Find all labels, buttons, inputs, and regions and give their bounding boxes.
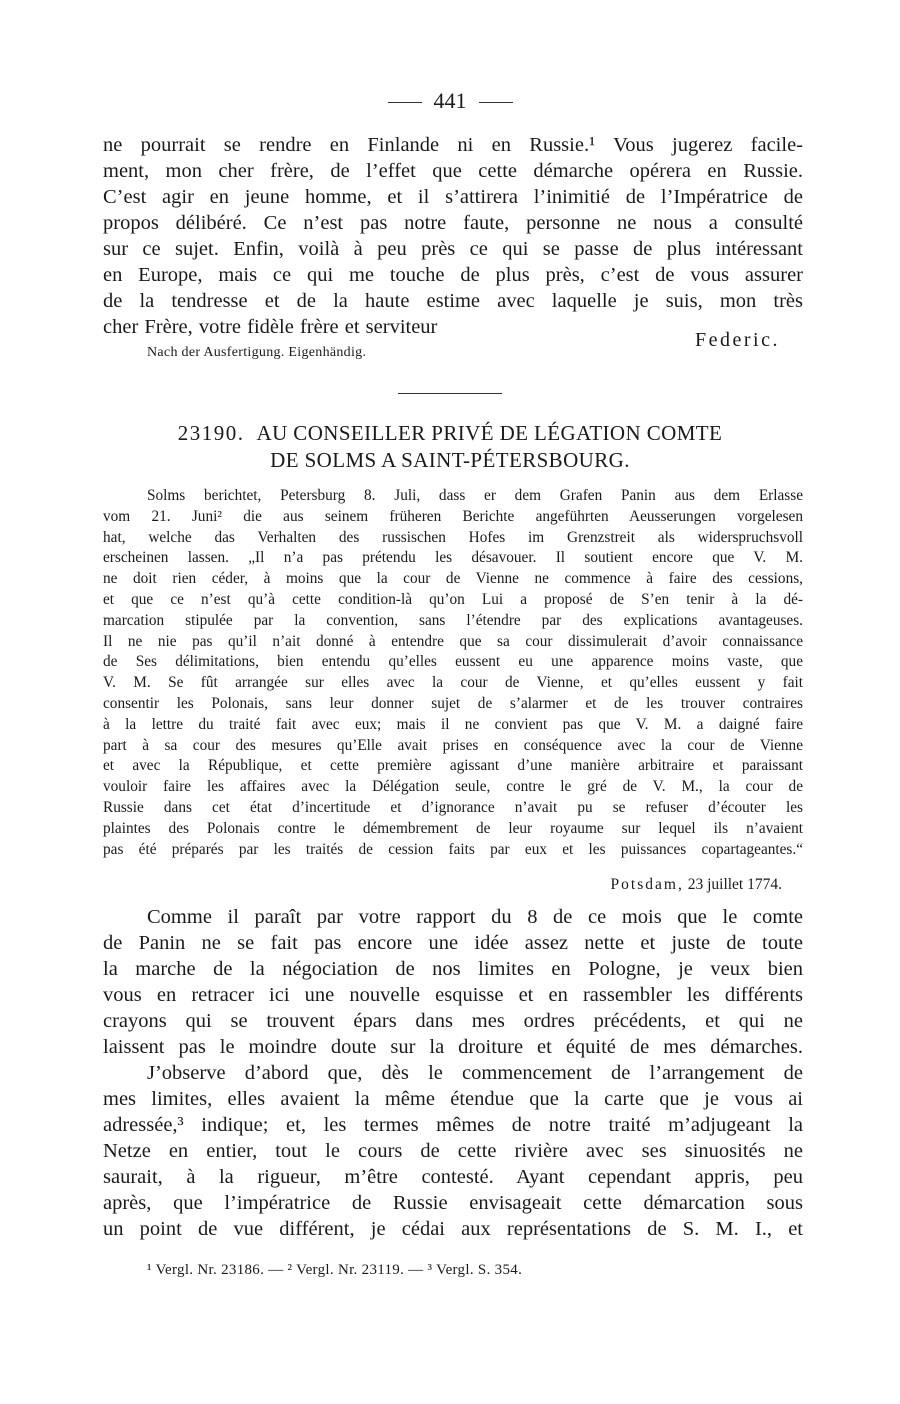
summary-line: consentir les Polonais, sans leur donner sujet de s’alarmer et de les trouver contraires <box>103 694 803 712</box>
summary-line: pas été préparés par les traités de cession faits par eux et les puissances copartageantes.“ <box>103 840 803 858</box>
body-line: crayons qui se trouvent épars dans mes ordres précédents, et qui ne <box>103 1010 803 1032</box>
summary-line: à la lettre du traité fait avec eux; mais il ne convient pas que V. M. a daigné faire <box>103 715 803 733</box>
letter-heading <box>0 420 900 474</box>
header-dash-left <box>388 102 422 103</box>
summary-line: hat, welche das Verhalten des russischen Hofes im Grenzstreit als widerspruchsvoll <box>103 528 803 546</box>
body-line: adressée,³ indique; et, les termes mêmes de notre traité m’adjugeant la <box>103 1114 803 1136</box>
summary-line: marcation stipulée par la convention, sans l’étendre par des explications avantageuses. <box>103 611 803 629</box>
letter-body <box>103 904 803 1242</box>
letter-title-line1: AU CONSEILLER PRIVÉ DE LÉGATION COMTE <box>256 421 723 445</box>
text-line: ment, mon cher frère, de l’effet que cette démarche opérera en Russie. <box>103 160 803 182</box>
summary-line: Il ne nie pas qu’il n’ait donné à entendre que sa cour dissimulerait d’avoir connaissance <box>103 632 803 650</box>
summary-line: de Ses délimitations, bien entendu qu’elles eussent eu une apparence moins vaste, que <box>103 653 803 671</box>
continuation-paragraph <box>103 132 803 340</box>
text-line: propos délibéré. Ce n’est pas notre faute, personne ne nous a consulté <box>103 212 803 234</box>
body-line: J’observe d’abord que, dès le commencement de l’arrangement de <box>147 1062 803 1084</box>
letter-number: 23190. <box>177 421 245 445</box>
section-divider <box>398 393 502 394</box>
summary-line: plaintes des Polonais contre le démembrement de leur royaume sur lequel ils n’avaient <box>103 819 803 837</box>
summary-line: Solms berichtet, Petersburg 8. Juli, dass er dem Grafen Panin aus dem Erlasse <box>147 487 803 504</box>
summary-line: Russie dans cet état d’incertitude et d’ignorance n’avait pu se refuser d’écouter les <box>103 798 803 816</box>
date-place: Potsdam, <box>610 876 684 893</box>
text-line: de la tendresse et de la haute estime avec laquelle je suis, mon très <box>103 290 803 312</box>
header-dash-right <box>479 102 513 103</box>
summary-line: V. M. Se fût arrangée sur elles avec la cour de Vienne, et qu’elles eussent y fait <box>103 674 803 692</box>
summary-line: et avec la République, et cette première agissant d’une manière arbitraire et paraissant <box>103 757 803 775</box>
body-line: saurait, à la rigueur, m’être contesté. Ayant cependant appris, peu <box>103 1166 803 1188</box>
body-line: vous en retracer ici une nouvelle esquisse et en rassembler les différents <box>103 984 803 1006</box>
summary-paragraph <box>103 486 803 860</box>
date-value: 23 juillet 1774. <box>687 876 782 893</box>
body-line: mes limites, elles avaient la même étendue que la carte que je vous ai <box>103 1088 803 1110</box>
body-line: laissent pas le moindre doute sur la droiture et équité de mes démarches. <box>103 1036 803 1058</box>
summary-line: part à sa cour des mesures qu’Elle avait prises en conséquence avec la cour de Vienne <box>103 736 803 754</box>
source-note: Nach der Ausfertigung. Eigenhändig. <box>147 345 367 360</box>
text-line: cher Frère, votre fidèle frère et serviteur <box>103 316 438 338</box>
text-line: en Europe, mais ce qui me touche de plus près, c’est de vous assurer <box>103 264 803 286</box>
letter-title-line2: DE SOLMS A SAINT-PÉTERSBOURG. <box>270 448 630 472</box>
summary-line: vouloir faire les affaires avec la Délégation seule, contre le gré de V. M., la cour de <box>103 778 803 796</box>
summary-line: erscheinen lassen. „Il n’a pas prétendu les désavouer. Il soutient encore que V. M. <box>103 549 803 567</box>
text-line: ne pourrait se rendre en Finlande ni en Russie.¹ Vous jugerez facile- <box>103 134 803 156</box>
dateline <box>611 876 782 894</box>
summary-line: ne doit rien céder, à moins que la cour de Vienne ne commence à faire des cessions, <box>103 570 803 588</box>
text-line: sur ce sujet. Enfin, voilà à peu près ce qui se passe de plus intéressant <box>103 238 803 260</box>
summary-line: et que ce n’est qu’à cette condition-là qu’on Lui a proposé de S’en tenir à la dé- <box>103 590 803 608</box>
page-header <box>0 88 900 114</box>
footnotes: ¹ Vergl. Nr. 23186. — ² Vergl. Nr. 23119. — ³ Vergl. S. 354. <box>147 1262 523 1278</box>
body-line: Comme il paraît par votre rapport du 8 de ce mois que le comte <box>147 906 803 928</box>
body-line: après, que l’impératrice de Russie envisageait cette démarcation sous <box>103 1192 803 1214</box>
body-line: Netze en entier, tout le cours de cette rivière avec ses sinuosités ne <box>103 1140 803 1162</box>
summary-line: vom 21. Juni² die aus seinem früheren Berichte angeführten Aeusserungen vorgelesen <box>103 507 803 525</box>
page-number: 441 <box>433 88 467 113</box>
body-line: de Panin ne se fait pas encore une idée assez nette et juste de toute <box>103 932 803 954</box>
body-line: un point de vue différent, je cédai aux représentations de S. M. I., et <box>103 1218 803 1240</box>
body-line: la marche de la négociation de nos limites en Pologne, je veux bien <box>103 958 803 980</box>
text-line: C’est agir en jeune homme, et il s’attirera l’inimitié de l’Impératrice de <box>103 186 803 208</box>
signature: Federic. <box>695 329 780 351</box>
